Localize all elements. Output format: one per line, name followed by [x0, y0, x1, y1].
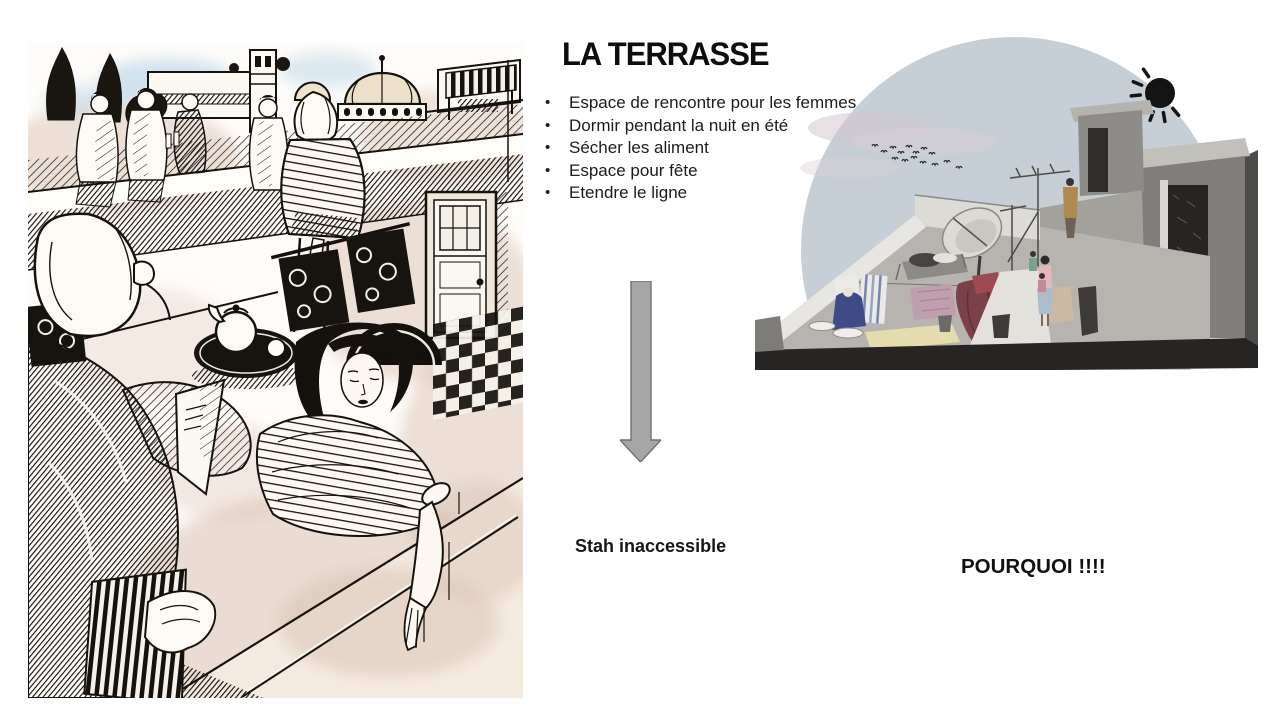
bullet-text: Espace pour fête [569, 160, 698, 180]
checkerboard-floor [433, 306, 523, 420]
bullet-text: Espace de rencontre pour les femmes [569, 93, 857, 112]
coffee-cup-icon [267, 339, 285, 357]
caption-pourquoi: POURQUOI !!!! [961, 555, 1106, 578]
pot [992, 314, 1010, 338]
down-arrow-icon [620, 281, 661, 462]
rooftop-collage-image [740, 20, 1260, 370]
caption-stah: Stah inaccessible [575, 536, 727, 556]
pot [938, 315, 952, 332]
bullet-text: Sécher les aliment [569, 138, 709, 158]
page-title: LA TERRASSE [562, 36, 769, 73]
rooftop-collage-canvas [740, 20, 1260, 370]
terrace-sketch-image [28, 42, 523, 698]
bullet-text: Etendre le ligne [569, 183, 688, 203]
bullet-text: Dormir pendant la nuit en été [569, 115, 789, 135]
terrace-sketch-canvas [28, 42, 523, 698]
dark-doorway [1088, 128, 1108, 192]
